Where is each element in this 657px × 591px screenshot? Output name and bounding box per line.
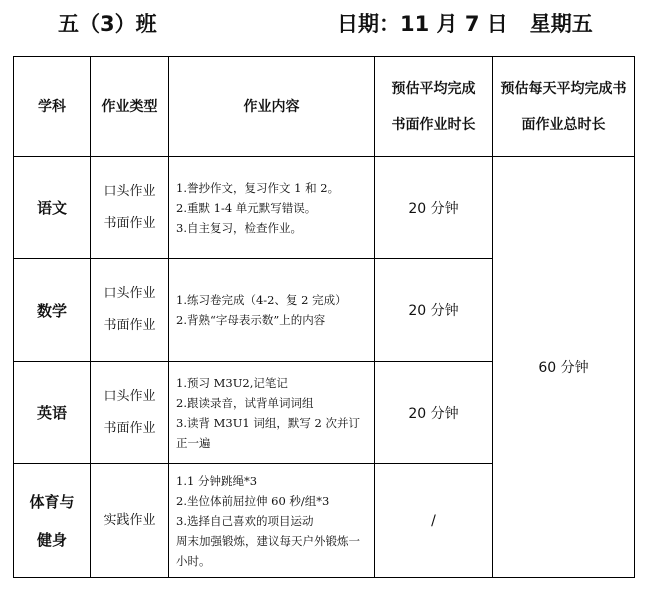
content-line: 周末加强锻炼，建议每天户外锻炼一小时。 <box>176 533 360 568</box>
content-cell <box>169 259 375 362</box>
type-cell <box>91 464 169 578</box>
content-line: 2.重默 1-4 单元默写错误。 <box>176 200 317 215</box>
subject-cell: 数学 <box>14 259 91 362</box>
type-cell <box>91 362 169 464</box>
header-content: 作业内容 <box>169 57 375 157</box>
table-row <box>14 157 635 259</box>
header-total-line1: 预估每天平均完成书 <box>500 80 627 97</box>
subject-line: 健身 <box>36 530 67 549</box>
type-label: 口头作业 <box>103 183 156 199</box>
subject-cell: 英语 <box>14 362 91 464</box>
content-line: 2.背熟“字母表示数”上的内容 <box>176 313 326 327</box>
subject-line: 体育与 <box>29 492 75 511</box>
type-label: 书面作业 <box>103 215 156 231</box>
type-label: 书面作业 <box>103 420 156 436</box>
type-label: 实践作业 <box>103 512 156 528</box>
header-total-time <box>493 57 635 157</box>
header-avg-line2: 书面作业时长 <box>391 116 476 133</box>
content-line: 3.选择自己喜欢的项目运动 <box>176 513 314 528</box>
type-label: 口头作业 <box>103 388 156 404</box>
type-label: 书面作业 <box>103 318 156 333</box>
type-cell <box>91 259 169 362</box>
header-type: 作业类型 <box>91 57 169 157</box>
class-title: 五（3）班 <box>58 12 157 36</box>
content-line: 2.跟读录音，试背单词词组 <box>176 395 314 410</box>
homework-table <box>13 56 635 578</box>
content-line: 2.坐位体前屈拉伸 60 秒/组*3 <box>176 493 330 508</box>
subject-cell <box>14 464 91 578</box>
header-avg-line1: 预估平均完成 <box>391 80 476 97</box>
table-header-row <box>14 57 635 157</box>
content-line: 1.预习 M3U2,记笔记 <box>176 375 288 390</box>
type-cell <box>91 157 169 259</box>
subject-cell: 语文 <box>14 157 91 259</box>
content-line: 3.自主复习，检查作业。 <box>176 220 302 235</box>
avg-time-cell: 20 分钟 <box>375 362 493 464</box>
type-label: 口头作业 <box>103 286 156 301</box>
date-label: 日期：11 月 7 日 星期五 <box>337 12 593 36</box>
avg-time-cell: / <box>375 464 493 578</box>
content-line: 1.誊抄作文，复习作文 1 和 2。 <box>176 180 340 195</box>
content-cell <box>169 157 375 259</box>
content-cell <box>169 464 375 578</box>
header-subject: 学科 <box>14 57 91 157</box>
header-total-line2: 面作业总时长 <box>521 116 606 133</box>
avg-time-cell: 20 分钟 <box>375 259 493 362</box>
header-avg-time <box>375 57 493 157</box>
content-line: 1.练习卷完成（4-2、复 2 完成） <box>176 293 347 307</box>
content-line: 3.读背 M3U1 词组，默写 2 次并订正一遍 <box>176 415 361 450</box>
content-cell <box>169 362 375 464</box>
total-time-cell: 60 分钟 <box>493 157 635 578</box>
avg-time-cell: 20 分钟 <box>375 157 493 259</box>
content-line: 1.1 分钟跳绳*3 <box>176 473 258 488</box>
